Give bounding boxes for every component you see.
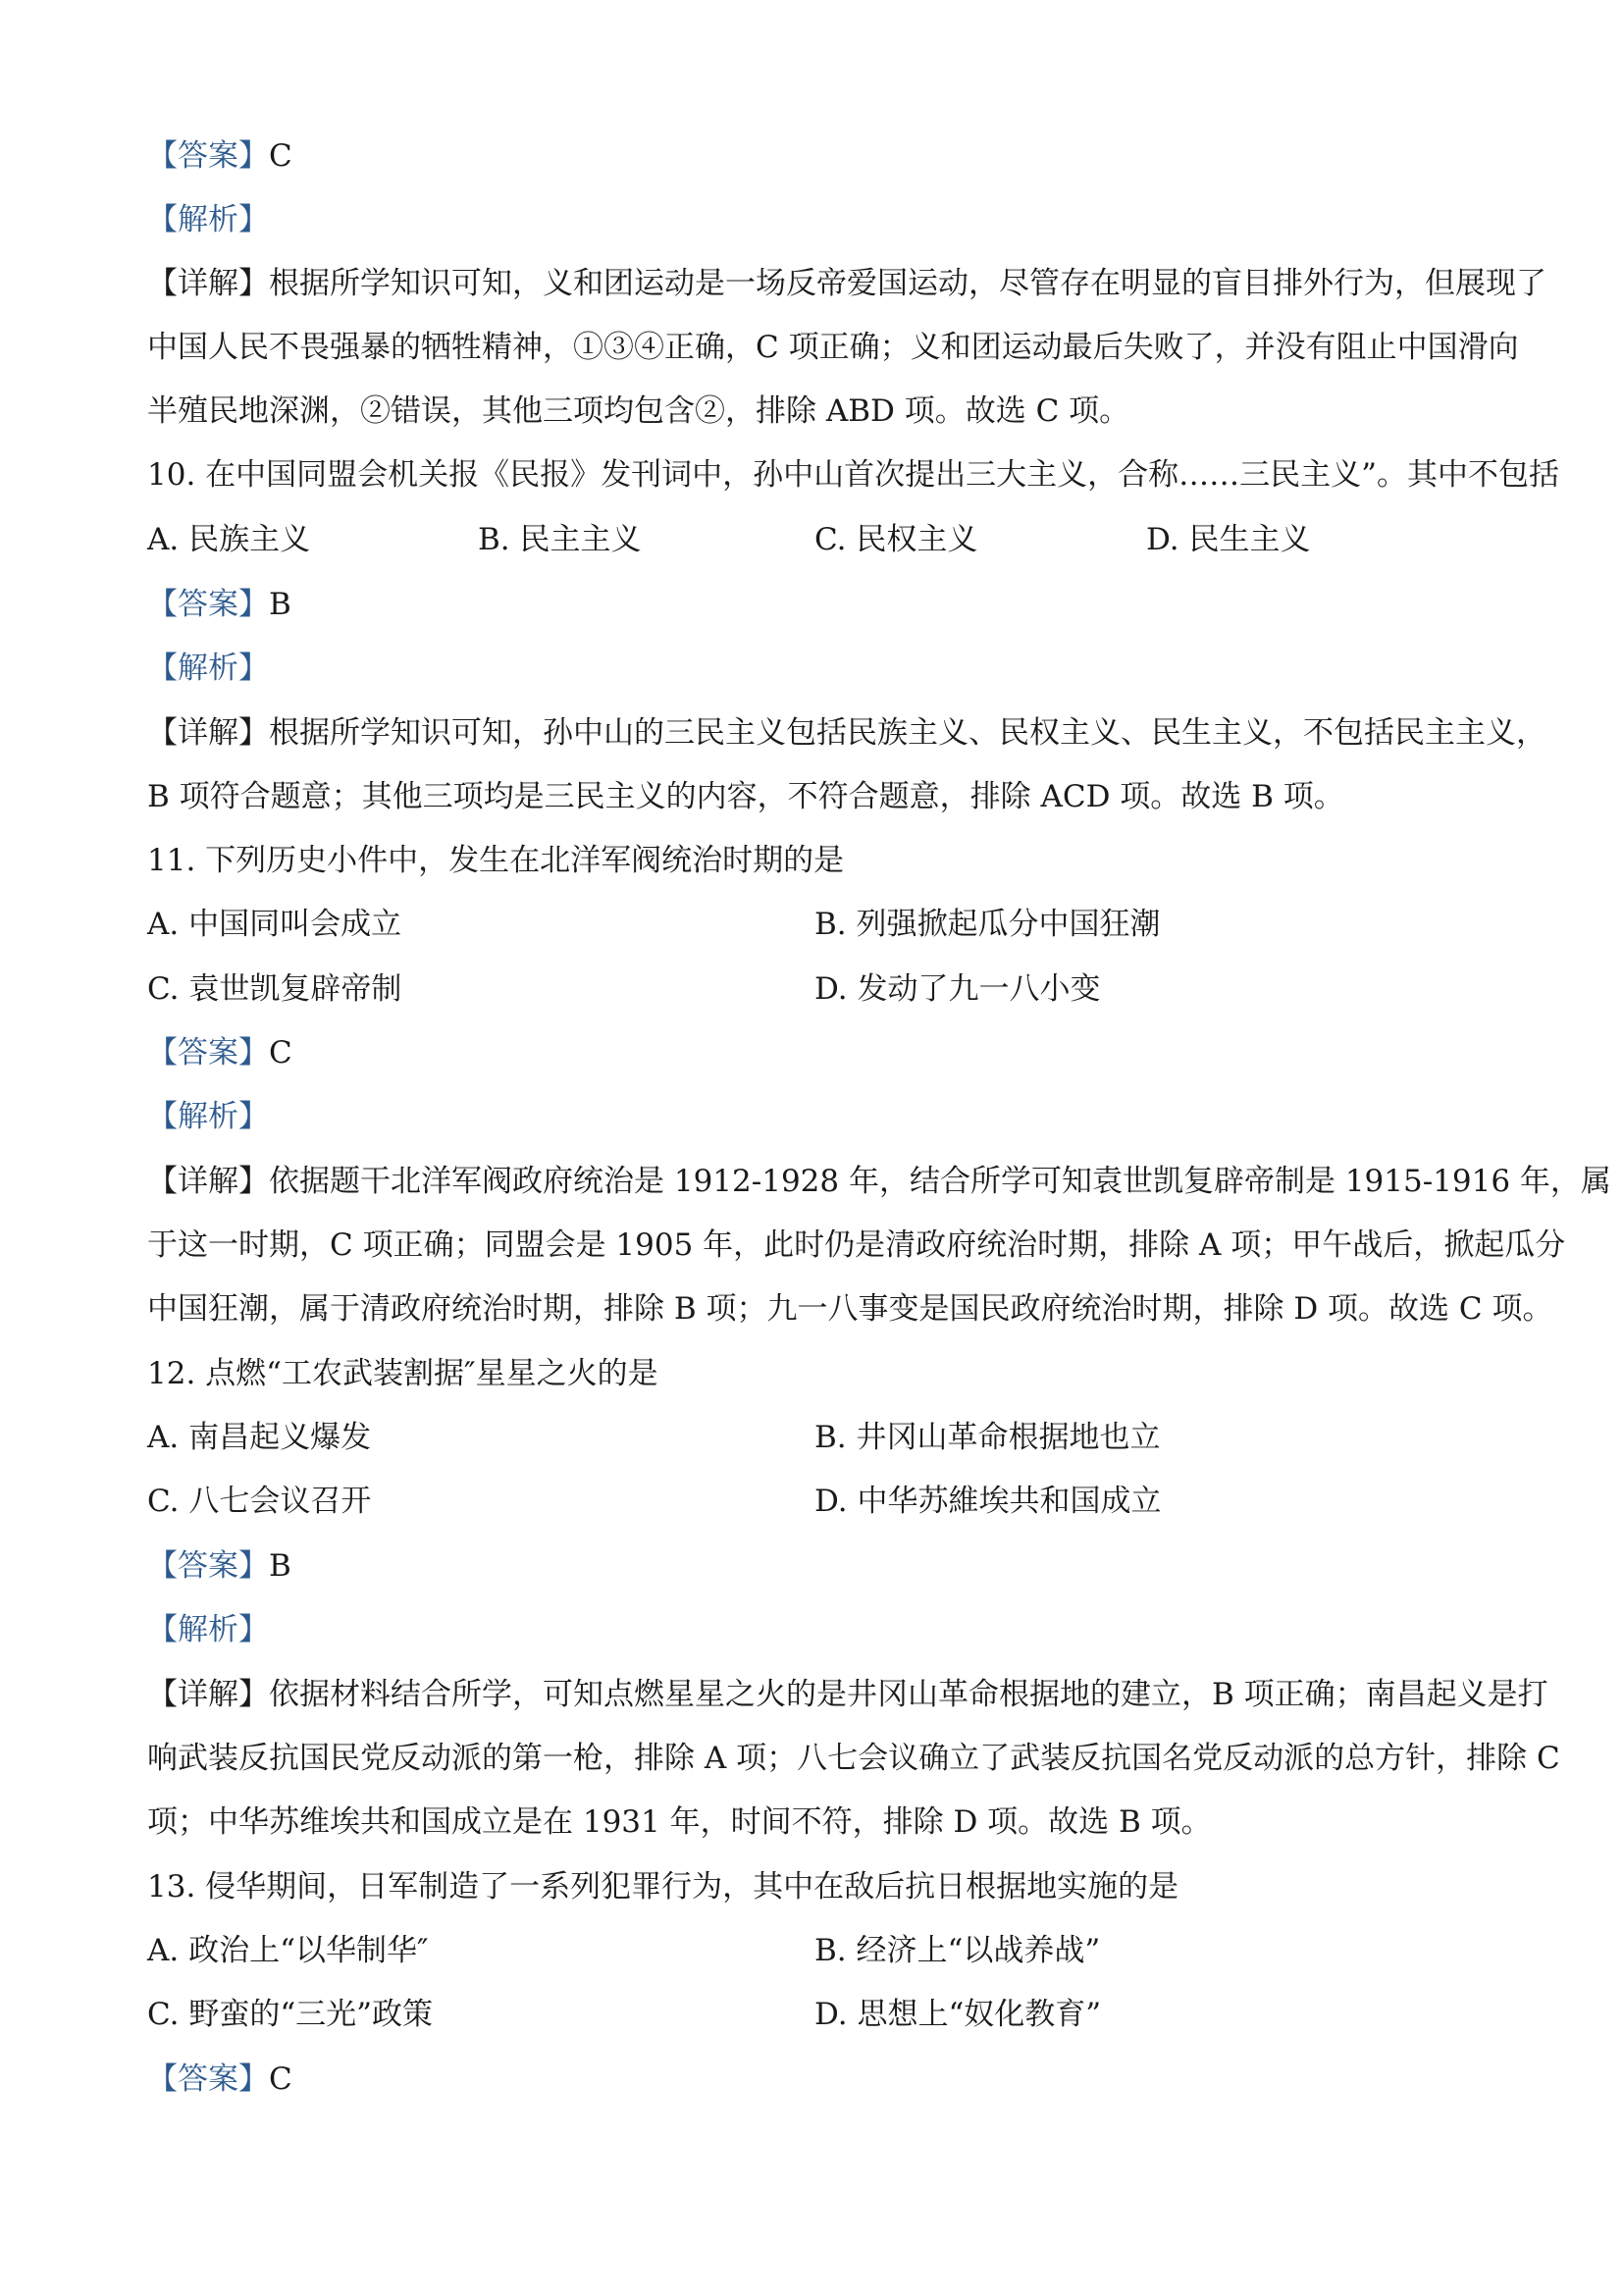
q11-stem: 11. 下列历史小件中，发生在北洋军阀统治时期的是 xyxy=(147,843,845,878)
q12-option-c: C. 八七会议召开 xyxy=(147,1484,372,1519)
detail-tag: 【详解】 xyxy=(147,266,269,301)
q10-option-c: C. 民权主义 xyxy=(814,522,978,557)
q9-analysis-tag: 【解析】 xyxy=(147,202,269,237)
detail-text: 根据所学知识可知，义和团运动是一场反帝爱国运动，尽管存在明显的盲目排外行为，但展现了 xyxy=(269,266,1546,301)
q9-detail-line-3: 半殖民地深渊，②错误，其他三项均包含②，排除 ABD 项。故选 C 项。 xyxy=(147,393,1130,429)
answer-tag: 【答案】 xyxy=(147,587,269,622)
q13-answer-line xyxy=(147,2060,292,2099)
q12-analysis-tag: 【解析】 xyxy=(147,1612,269,1647)
answer-value: C xyxy=(269,1035,292,1070)
q12-option-a: A. 南昌起义爆发 xyxy=(147,1420,372,1455)
q12-answer-line xyxy=(147,1546,291,1586)
q13-option-a: A. 政治上“以华制华″ xyxy=(147,1933,429,1968)
q11-analysis-tag: 【解析】 xyxy=(147,1099,269,1134)
q11-option-d: D. 发动了九一八小变 xyxy=(814,971,1101,1007)
q11-detail-line-1 xyxy=(147,1162,1611,1201)
answer-value: B xyxy=(269,587,291,622)
detail-tag: 【详解】 xyxy=(147,715,269,751)
q10-detail-line-1 xyxy=(147,713,1546,753)
q12-detail-line-1 xyxy=(147,1675,1548,1714)
q11-option-b: B. 列强掀起瓜分中国狂潮 xyxy=(814,907,1161,942)
detail-tag: 【详解】 xyxy=(147,1677,269,1712)
detail-tag: 【详解】 xyxy=(147,1164,269,1199)
q11-detail-line-2: 于这一时期，C 项正确；同盟会是 1905 年，此时仍是清政府统治时期，排除 A 项；甲午战后，掀起瓜分 xyxy=(147,1227,1566,1263)
q12-stem: 12. 点燃“工农武装割据″星星之火的是 xyxy=(147,1356,658,1391)
q13-option-c: C. 野蛮的“三光”政策 xyxy=(147,1997,434,2032)
answer-value: B xyxy=(269,1548,291,1584)
q13-option-b: B. 经济上“以战养战” xyxy=(814,1933,1101,1968)
q10-stem: 10. 在中国同盟会机关报《民报》发刊词中，孙中山首次提出三大主义，合称……三民主义”。其中不包括 xyxy=(147,457,1559,493)
answer-tag: 【答案】 xyxy=(147,2061,269,2097)
q12-detail-line-2: 响武装反抗国民党反动派的第一枪，排除 A 项；八七会议确立了武装反抗国名党反动派的总方针，排除 C xyxy=(147,1741,1560,1776)
q12-option-b: B. 井冈山革命根据地也立 xyxy=(814,1420,1161,1455)
q11-option-a: A. 中国同叫会成立 xyxy=(147,907,402,942)
answer-tag: 【答案】 xyxy=(147,138,269,174)
q9-answer-line xyxy=(147,136,292,176)
detail-text: 依据材料结合所学，可知点燃星星之火的是井冈山革命根据地的建立，B 项正确；南昌起义是打 xyxy=(269,1677,1548,1712)
q9-detail-line-1 xyxy=(147,264,1546,303)
detail-text: 根据所学知识可知，孙中山的三民主义包括民族主义、民权主义、民生主义，不包括民主主义， xyxy=(269,715,1546,751)
answer-tag: 【答案】 xyxy=(147,1035,269,1070)
q11-answer-line xyxy=(147,1033,292,1072)
q10-option-d: D. 民生主义 xyxy=(1146,522,1311,557)
answer-value: C xyxy=(269,138,292,174)
q13-option-d: D. 思想上“奴化教育” xyxy=(814,1997,1102,2032)
q10-detail-line-2: B 项符合题意；其他三项均是三民主义的内容，不符合题意，排除 ACD 项。故选 B 项。 xyxy=(147,779,1344,814)
q13-stem: 13. 侵华期间，日军制造了一系列犯罪行为，其中在敌后抗日根据地实施的是 xyxy=(147,1869,1179,1905)
answer-value: C xyxy=(269,2061,292,2097)
detail-text: 依据题干北洋军阀政府统治是 1912-1928 年，结合所学可知袁世凯复辟帝制是 1915-1916 年，属 xyxy=(269,1164,1611,1199)
q10-analysis-tag: 【解析】 xyxy=(147,651,269,686)
q12-detail-line-3: 项；中华苏维埃共和国成立是在 1931 年，时间不符，排除 D 项。故选 B 项。 xyxy=(147,1804,1212,1840)
q10-answer-line xyxy=(147,585,291,624)
document-page xyxy=(147,0,1611,2296)
q10-option-a: A. 民族主义 xyxy=(147,522,311,557)
answer-tag: 【答案】 xyxy=(147,1548,269,1584)
q9-detail-line-2: 中国人民不畏强暴的牺牲精神，①③④正确，C 项正确；义和团运动最后失败了，并没有阻止中国滑向 xyxy=(147,330,1519,365)
q11-detail-line-3: 中国狂潮，属于清政府统治时期，排除 B 项；九一八事变是国民政府统治时期，排除 D 项。故选 C 项。 xyxy=(147,1291,1553,1327)
q11-option-c: C. 袁世凯复辟帝制 xyxy=(147,971,402,1007)
q12-option-d: D. 中华苏維埃共和国成立 xyxy=(814,1484,1162,1519)
q10-option-b: B. 民主主义 xyxy=(478,522,642,557)
